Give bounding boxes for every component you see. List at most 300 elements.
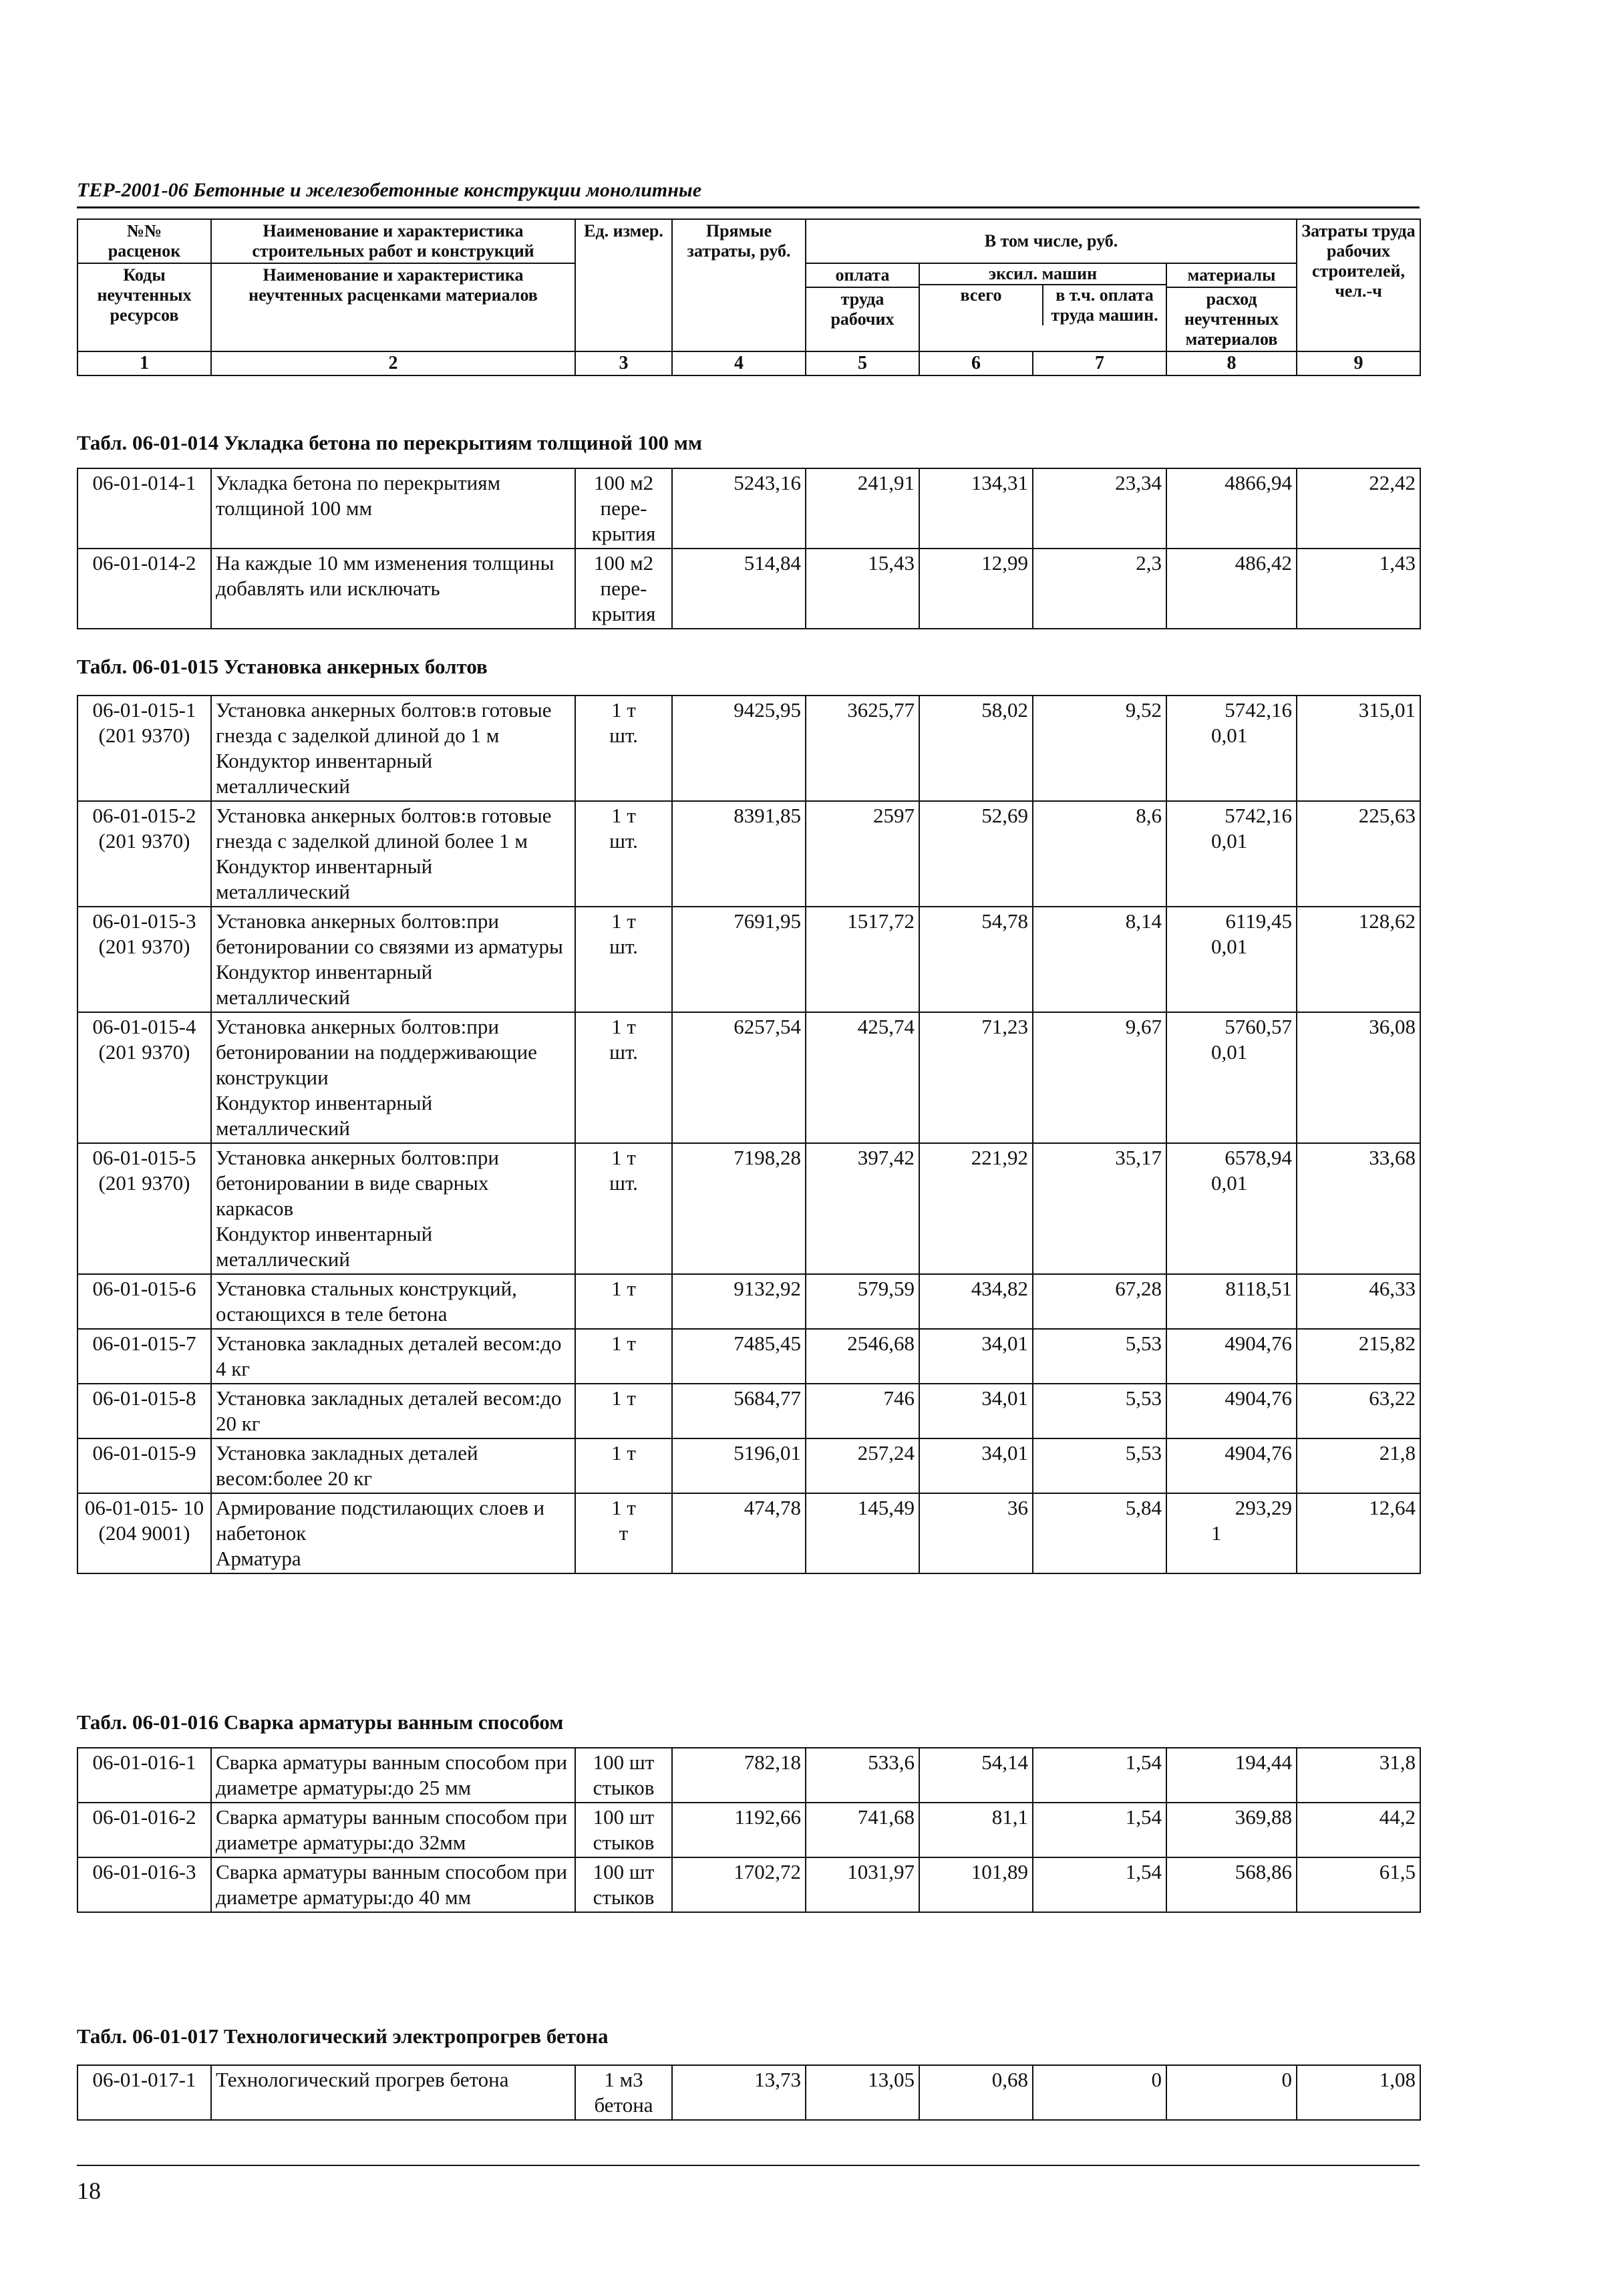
labor-pay-value: 3625,77 bbox=[847, 698, 915, 722]
table-row bbox=[77, 1493, 1420, 1573]
col-num-1: 1 bbox=[77, 351, 211, 375]
rate-code-subvalue: (201 9370) bbox=[98, 1171, 190, 1195]
unit bbox=[575, 1857, 672, 1912]
labor-hours bbox=[1297, 1012, 1420, 1143]
rate-code bbox=[77, 1274, 211, 1329]
table-row bbox=[77, 801, 1420, 907]
machines-total-value: 134,31 bbox=[971, 471, 1028, 494]
machines-total-value: 221,92 bbox=[971, 1146, 1028, 1169]
rate-code-value: 06-01-015-5 bbox=[92, 1146, 196, 1169]
labor-hours bbox=[1297, 1329, 1420, 1384]
machines-total bbox=[919, 907, 1033, 1012]
rate-table bbox=[77, 1747, 1421, 1913]
labor-hours bbox=[1297, 1493, 1420, 1573]
rate-code-subvalue: (201 9370) bbox=[98, 935, 190, 958]
unit-value: 100 м2 пере- крытия bbox=[591, 551, 656, 625]
labor-pay-value: 397,42 bbox=[857, 1146, 915, 1169]
rate-code-value: 06-01-015-7 bbox=[92, 1332, 196, 1355]
unit-value: 100 м2 пере- крытия bbox=[591, 471, 656, 545]
labor-hours-value: 128,62 bbox=[1358, 909, 1416, 933]
rate-code bbox=[77, 1438, 211, 1493]
machines-total-value: 54,14 bbox=[981, 1750, 1028, 1774]
machines-total-value: 34,01 bbox=[981, 1441, 1028, 1465]
labor-pay-value: 145,49 bbox=[857, 1496, 915, 1519]
direct-costs bbox=[672, 1384, 806, 1438]
table-row bbox=[77, 1803, 1420, 1857]
materials bbox=[1166, 549, 1297, 629]
materials-subvalue: 0,01 bbox=[1211, 724, 1248, 747]
materials-value: 486,42 bbox=[1235, 551, 1292, 575]
materials-value: 194,44 bbox=[1235, 1750, 1292, 1774]
machine-labor-pay-value: 5,53 bbox=[1125, 1332, 1162, 1355]
direct-costs-value: 6257,54 bbox=[734, 1015, 801, 1038]
labor-pay bbox=[806, 2065, 919, 2120]
labor-pay-value: 425,74 bbox=[857, 1015, 915, 1038]
materials bbox=[1166, 1143, 1297, 1274]
work-name-subvalue: Кондуктор инвентарный металлический bbox=[216, 855, 433, 903]
materials bbox=[1166, 696, 1297, 801]
materials-subvalue: 0,01 bbox=[1211, 935, 1248, 958]
table-row bbox=[77, 907, 1420, 1012]
rate-code-value: 06-01-016-2 bbox=[92, 1805, 196, 1829]
direct-costs-value: 13,73 bbox=[754, 2068, 801, 2091]
labor-hours bbox=[1297, 468, 1420, 549]
machine-labor-pay bbox=[1033, 2065, 1166, 2120]
work-name bbox=[211, 1748, 575, 1803]
direct-costs bbox=[672, 907, 806, 1012]
direct-costs bbox=[672, 801, 806, 907]
labor-hours-value: 36,08 bbox=[1369, 1015, 1416, 1038]
table-row bbox=[77, 1748, 1420, 1803]
unit-subvalue: шт. bbox=[609, 1040, 638, 1064]
table-row bbox=[77, 468, 1420, 549]
materials bbox=[1166, 1012, 1297, 1143]
col-num-6: 6 bbox=[919, 351, 1033, 375]
machine-labor-pay bbox=[1033, 1384, 1166, 1438]
unit-value: 1 т bbox=[611, 804, 636, 827]
materials-value: 4904,76 bbox=[1225, 1441, 1292, 1465]
direct-costs-value: 474,78 bbox=[744, 1496, 801, 1519]
unit-value: 1 т bbox=[611, 1496, 636, 1519]
direct-costs-value: 1702,72 bbox=[734, 1860, 801, 1883]
col-num-3: 3 bbox=[575, 351, 672, 375]
labor-pay-value: 746 bbox=[883, 1386, 915, 1410]
table-row bbox=[77, 696, 1420, 801]
labor-pay bbox=[806, 549, 919, 629]
rate-code bbox=[77, 1857, 211, 1912]
labor-pay bbox=[806, 1493, 919, 1573]
section-title: Табл. 06-01-015 Установка анкерных болтов bbox=[77, 655, 488, 678]
labor-hours-value: 33,68 bbox=[1369, 1146, 1416, 1169]
materials bbox=[1166, 1384, 1297, 1438]
machines-total bbox=[919, 1384, 1033, 1438]
direct-costs-value: 9425,95 bbox=[734, 698, 801, 722]
machine-labor-pay bbox=[1033, 468, 1166, 549]
machines-total bbox=[919, 468, 1033, 549]
labor-pay bbox=[806, 1012, 919, 1143]
direct-costs-value: 782,18 bbox=[744, 1750, 801, 1774]
materials bbox=[1166, 1493, 1297, 1573]
unit-subvalue: шт. bbox=[609, 935, 638, 958]
materials bbox=[1166, 1438, 1297, 1493]
labor-hours-value: 12,64 bbox=[1369, 1496, 1416, 1519]
work-name bbox=[211, 1803, 575, 1857]
machine-labor-pay-value: 5,84 bbox=[1125, 1496, 1162, 1519]
labor-pay bbox=[806, 1438, 919, 1493]
materials bbox=[1166, 907, 1297, 1012]
machines-total bbox=[919, 1493, 1033, 1573]
unit bbox=[575, 1143, 672, 1274]
machine-labor-pay bbox=[1033, 1493, 1166, 1573]
labor-pay bbox=[806, 468, 919, 549]
col5-header: оплата труда рабочих bbox=[806, 263, 919, 351]
col-num-7: 7 bbox=[1033, 351, 1166, 375]
rate-code-subvalue: (201 9370) bbox=[98, 1040, 190, 1064]
direct-costs bbox=[672, 2065, 806, 2120]
labor-hours-value: 31,8 bbox=[1379, 1750, 1416, 1774]
labor-pay-value: 579,59 bbox=[857, 1277, 915, 1300]
machine-labor-pay bbox=[1033, 1274, 1166, 1329]
unit-value: 1 т bbox=[611, 1386, 636, 1410]
labor-pay bbox=[806, 696, 919, 801]
col3-header: Ед. измер. bbox=[575, 219, 672, 351]
machines-total bbox=[919, 1857, 1033, 1912]
work-name-value: Сварка арматуры ванным способом при диаметре арматуры:до 32мм bbox=[216, 1805, 568, 1854]
rate-code bbox=[77, 1493, 211, 1573]
labor-pay-value: 13,05 bbox=[868, 2068, 915, 2091]
table-row bbox=[77, 1438, 1420, 1493]
table-row bbox=[77, 1857, 1420, 1912]
unit bbox=[575, 1012, 672, 1143]
table-row bbox=[77, 1012, 1420, 1143]
materials-value: 8118,51 bbox=[1225, 1277, 1292, 1300]
machine-labor-pay bbox=[1033, 1857, 1166, 1912]
labor-pay bbox=[806, 1748, 919, 1803]
labor-hours bbox=[1297, 801, 1420, 907]
labor-pay-value: 257,24 bbox=[857, 1441, 915, 1465]
work-name bbox=[211, 1012, 575, 1143]
machine-labor-pay-value: 5,53 bbox=[1125, 1386, 1162, 1410]
rate-code bbox=[77, 1143, 211, 1274]
direct-costs-value: 7485,45 bbox=[734, 1332, 801, 1355]
labor-hours bbox=[1297, 2065, 1420, 2120]
col-num-8: 8 bbox=[1166, 351, 1297, 375]
machine-labor-pay-value: 8,14 bbox=[1125, 909, 1162, 933]
col-num-9: 9 bbox=[1297, 351, 1420, 375]
labor-pay-value: 15,43 bbox=[868, 551, 915, 575]
materials-value: 0 bbox=[1281, 2068, 1292, 2091]
labor-hours-value: 44,2 bbox=[1379, 1805, 1416, 1829]
machines-total-value: 12,99 bbox=[981, 551, 1028, 575]
rate-code bbox=[77, 1329, 211, 1384]
machine-labor-pay-value: 1,54 bbox=[1125, 1805, 1162, 1829]
materials-subvalue: 0,01 bbox=[1211, 1040, 1248, 1064]
work-name bbox=[211, 549, 575, 629]
work-name-value: Установка анкерных болтов:при бетонировании со связями из арматуры bbox=[216, 909, 563, 958]
labor-hours bbox=[1297, 696, 1420, 801]
unit-value: 1 т bbox=[611, 1441, 636, 1465]
machine-labor-pay-value: 9,52 bbox=[1125, 698, 1162, 722]
page-number: 18 bbox=[77, 2177, 101, 2204]
work-name bbox=[211, 1143, 575, 1274]
labor-hours bbox=[1297, 1857, 1420, 1912]
work-name-value: Установка стальных конструкций, остающихся в теле бетона bbox=[216, 1277, 517, 1326]
rate-code-subvalue: (201 9370) bbox=[98, 829, 190, 853]
unit-value: 1 т bbox=[611, 1146, 636, 1169]
direct-costs-value: 7691,95 bbox=[734, 909, 801, 933]
unit bbox=[575, 696, 672, 801]
rate-code bbox=[77, 1012, 211, 1143]
labor-hours bbox=[1297, 549, 1420, 629]
machine-labor-pay-value: 23,34 bbox=[1115, 471, 1162, 494]
labor-hours-value: 225,63 bbox=[1358, 804, 1416, 827]
col2-header-b: Наименование и характеристика неучтенных расценками материалов bbox=[211, 263, 575, 351]
work-name-value: Установка анкерных болтов:при бетонировании в виде сварных каркасов bbox=[216, 1146, 499, 1220]
direct-costs bbox=[672, 1748, 806, 1803]
work-name-subvalue: Кондуктор инвентарный металлический bbox=[216, 960, 433, 1009]
machines-total-value: 54,78 bbox=[981, 909, 1028, 933]
work-name-value: Установка анкерных болтов:в готовые гнезда с заделкой длиной более 1 м bbox=[216, 804, 552, 853]
rate-code bbox=[77, 2065, 211, 2120]
machine-labor-pay bbox=[1033, 549, 1166, 629]
labor-hours bbox=[1297, 1274, 1420, 1329]
materials bbox=[1166, 1274, 1297, 1329]
machine-labor-pay bbox=[1033, 1438, 1166, 1493]
unit bbox=[575, 1493, 672, 1573]
work-name bbox=[211, 1438, 575, 1493]
work-name bbox=[211, 468, 575, 549]
labor-hours bbox=[1297, 1384, 1420, 1438]
labor-pay-value: 533,6 bbox=[868, 1750, 915, 1774]
machines-total bbox=[919, 1012, 1033, 1143]
machine-labor-pay bbox=[1033, 696, 1166, 801]
materials bbox=[1166, 468, 1297, 549]
unit bbox=[575, 1384, 672, 1438]
materials-subvalue: 0,01 bbox=[1211, 829, 1248, 853]
machine-labor-pay-value: 5,53 bbox=[1125, 1441, 1162, 1465]
col67-header: эксил. машин всего в т.ч. оплата труда машин. bbox=[919, 263, 1166, 351]
work-name-subvalue: Кондуктор инвентарный металлический bbox=[216, 1091, 433, 1140]
machine-labor-pay bbox=[1033, 801, 1166, 907]
rate-code bbox=[77, 907, 211, 1012]
machines-total-value: 434,82 bbox=[971, 1277, 1028, 1300]
direct-costs bbox=[672, 549, 806, 629]
unit-value: 100 шт стыков bbox=[593, 1805, 655, 1854]
labor-pay-value: 1031,97 bbox=[847, 1860, 915, 1883]
column-header-table bbox=[77, 218, 1421, 376]
work-name-value: Установка анкерных болтов:в готовые гнезда с заделкой длиной до 1 м bbox=[216, 698, 552, 747]
materials bbox=[1166, 1748, 1297, 1803]
machines-total bbox=[919, 1748, 1033, 1803]
labor-pay bbox=[806, 1803, 919, 1857]
direct-costs bbox=[672, 1143, 806, 1274]
unit bbox=[575, 2065, 672, 2120]
unit-value: 1 т bbox=[611, 1277, 636, 1300]
direct-costs-value: 9132,92 bbox=[734, 1277, 801, 1300]
rate-code bbox=[77, 801, 211, 907]
direct-costs-value: 5196,01 bbox=[734, 1441, 801, 1465]
unit bbox=[575, 549, 672, 629]
col-num-4: 4 bbox=[672, 351, 806, 375]
unit-value: 1 т bbox=[611, 698, 636, 722]
work-name-value: Установка закладных деталей весом:до 20 кг bbox=[216, 1386, 562, 1435]
unit bbox=[575, 1274, 672, 1329]
labor-pay bbox=[806, 1329, 919, 1384]
labor-pay bbox=[806, 907, 919, 1012]
labor-hours bbox=[1297, 1438, 1420, 1493]
unit bbox=[575, 1438, 672, 1493]
materials-value: 4904,76 bbox=[1225, 1332, 1292, 1355]
unit-subvalue: шт. bbox=[609, 1171, 638, 1195]
labor-hours-value: 63,22 bbox=[1369, 1386, 1416, 1410]
work-name-value: Сварка арматуры ванным способом при диаметре арматуры:до 25 мм bbox=[216, 1750, 568, 1799]
direct-costs bbox=[672, 1857, 806, 1912]
labor-hours-value: 1,43 bbox=[1379, 551, 1416, 575]
rate-code bbox=[77, 696, 211, 801]
materials bbox=[1166, 1803, 1297, 1857]
direct-costs bbox=[672, 1274, 806, 1329]
rate-code-value: 06-01-015-9 bbox=[92, 1441, 196, 1465]
work-name-value: На каждые 10 мм изменения толщины добавлять или исключать bbox=[216, 551, 554, 600]
direct-costs-value: 7198,28 bbox=[734, 1146, 801, 1169]
direct-costs bbox=[672, 1803, 806, 1857]
rate-table bbox=[77, 2064, 1421, 2121]
machine-labor-pay bbox=[1033, 907, 1166, 1012]
labor-hours bbox=[1297, 1143, 1420, 1274]
labor-hours-value: 46,33 bbox=[1369, 1277, 1416, 1300]
rate-code bbox=[77, 549, 211, 629]
unit bbox=[575, 907, 672, 1012]
table-row bbox=[77, 1329, 1420, 1384]
col1-header-b: Коды неучтенных ресурсов bbox=[77, 263, 211, 351]
table-row bbox=[77, 2065, 1420, 2120]
work-name bbox=[211, 2065, 575, 2120]
machine-labor-pay bbox=[1033, 1143, 1166, 1274]
materials-value: 4904,76 bbox=[1225, 1386, 1292, 1410]
unit-subvalue: шт. bbox=[609, 829, 638, 853]
machine-labor-pay bbox=[1033, 1012, 1166, 1143]
col1-header-a: №№ расценок bbox=[77, 219, 211, 263]
labor-pay-value: 741,68 bbox=[857, 1805, 915, 1829]
materials-subvalue: 0,01 bbox=[1211, 1171, 1248, 1195]
footer-rule bbox=[77, 2165, 1420, 2166]
rate-code-subvalue: (201 9370) bbox=[98, 724, 190, 747]
machines-total bbox=[919, 1143, 1033, 1274]
direct-costs-value: 5243,16 bbox=[734, 471, 801, 494]
rate-code-subvalue: (204 9001) bbox=[98, 1521, 190, 1545]
rate-code-value: 06-01-017-1 bbox=[92, 2068, 196, 2091]
work-name-value: Укладка бетона по перекрытиям толщиной 100 мм bbox=[216, 471, 501, 520]
unit bbox=[575, 1329, 672, 1384]
labor-hours bbox=[1297, 1748, 1420, 1803]
labor-pay bbox=[806, 1143, 919, 1274]
machines-total-value: 58,02 bbox=[981, 698, 1028, 722]
unit-value: 1 т bbox=[611, 1332, 636, 1355]
materials-value: 5742,16 bbox=[1225, 804, 1292, 827]
unit bbox=[575, 468, 672, 549]
rate-code bbox=[77, 468, 211, 549]
col-num-5: 5 bbox=[806, 351, 919, 375]
rate-code-value: 06-01-015-3 bbox=[92, 909, 196, 933]
labor-pay-value: 2546,68 bbox=[847, 1332, 915, 1355]
materials-value: 293,29 bbox=[1235, 1496, 1292, 1519]
section-title: Табл. 06-01-017 Технологический электропрогрев бетона bbox=[77, 2024, 609, 2048]
direct-costs bbox=[672, 1329, 806, 1384]
direct-costs-value: 514,84 bbox=[744, 551, 801, 575]
col2-header-a: Наименование и характеристика строительных работ и конструкций bbox=[211, 219, 575, 263]
unit bbox=[575, 801, 672, 907]
col8-header: материалы расход неучтенных материалов bbox=[1166, 263, 1297, 351]
machines-total bbox=[919, 696, 1033, 801]
rate-code-value: 06-01-016-1 bbox=[92, 1750, 196, 1774]
col7-header: в т.ч. оплата труда машин. bbox=[1051, 285, 1158, 325]
rate-table bbox=[77, 468, 1421, 629]
work-name-value: Установка анкерных болтов:при бетонировании на поддерживающие конструкции bbox=[216, 1015, 537, 1089]
direct-costs bbox=[672, 468, 806, 549]
labor-hours-value: 1,08 bbox=[1379, 2068, 1416, 2091]
labor-pay bbox=[806, 1274, 919, 1329]
machine-labor-pay-value: 9,67 bbox=[1125, 1015, 1162, 1038]
materials bbox=[1166, 1857, 1297, 1912]
unit-value: 1 т bbox=[611, 909, 636, 933]
col6-header: всего bbox=[920, 285, 1043, 325]
machine-labor-pay bbox=[1033, 1748, 1166, 1803]
machines-total bbox=[919, 1329, 1033, 1384]
rate-code-value: 06-01-015-4 bbox=[92, 1015, 196, 1038]
direct-costs-value: 5684,77 bbox=[734, 1386, 801, 1410]
header-rule bbox=[77, 206, 1420, 208]
labor-hours bbox=[1297, 1803, 1420, 1857]
rate-code-value: 06-01-014-1 bbox=[92, 471, 196, 494]
machines-total bbox=[919, 1438, 1033, 1493]
machines-total bbox=[919, 549, 1033, 629]
labor-pay-value: 241,91 bbox=[857, 471, 915, 494]
direct-costs bbox=[672, 696, 806, 801]
document-header: ТЕР-2001-06 Бетонные и железобетонные конструкции монолитные bbox=[77, 179, 702, 201]
machine-labor-pay bbox=[1033, 1803, 1166, 1857]
materials-value: 5760,57 bbox=[1225, 1015, 1292, 1038]
work-name-subvalue: Кондуктор инвентарный металлический bbox=[216, 1222, 433, 1271]
work-name bbox=[211, 696, 575, 801]
machines-total-value: 34,01 bbox=[981, 1332, 1028, 1355]
machines-total bbox=[919, 1274, 1033, 1329]
section-title: Табл. 06-01-016 Сварка арматуры ванным способом bbox=[77, 1710, 564, 1734]
machines-total bbox=[919, 2065, 1033, 2120]
machine-labor-pay-value: 1,54 bbox=[1125, 1750, 1162, 1774]
unit-value: 1 м3 бетона bbox=[594, 2068, 653, 2117]
machines-total bbox=[919, 801, 1033, 907]
labor-pay bbox=[806, 801, 919, 907]
materials-value: 4866,94 bbox=[1225, 471, 1292, 494]
col9-header: Затраты труда рабочих строителей, чел.-ч bbox=[1297, 219, 1420, 351]
rate-code-value: 06-01-015-1 bbox=[92, 698, 196, 722]
labor-hours bbox=[1297, 907, 1420, 1012]
work-name bbox=[211, 1857, 575, 1912]
materials-value: 369,88 bbox=[1235, 1805, 1292, 1829]
direct-costs bbox=[672, 1493, 806, 1573]
labor-pay bbox=[806, 1857, 919, 1912]
table-row bbox=[77, 1143, 1420, 1274]
work-name-subvalue: Кондуктор инвентарный металлический bbox=[216, 749, 433, 798]
rate-code-value: 06-01-015-2 bbox=[92, 804, 196, 827]
rate-code-value: 06-01-014-2 bbox=[92, 551, 196, 575]
direct-costs bbox=[672, 1012, 806, 1143]
materials-value: 568,86 bbox=[1235, 1860, 1292, 1883]
machine-labor-pay bbox=[1033, 1329, 1166, 1384]
work-name-value: Установка закладных деталей весом:более 20 кг bbox=[216, 1441, 478, 1490]
direct-costs-value: 8391,85 bbox=[734, 804, 801, 827]
labor-hours-value: 315,01 bbox=[1358, 698, 1416, 722]
